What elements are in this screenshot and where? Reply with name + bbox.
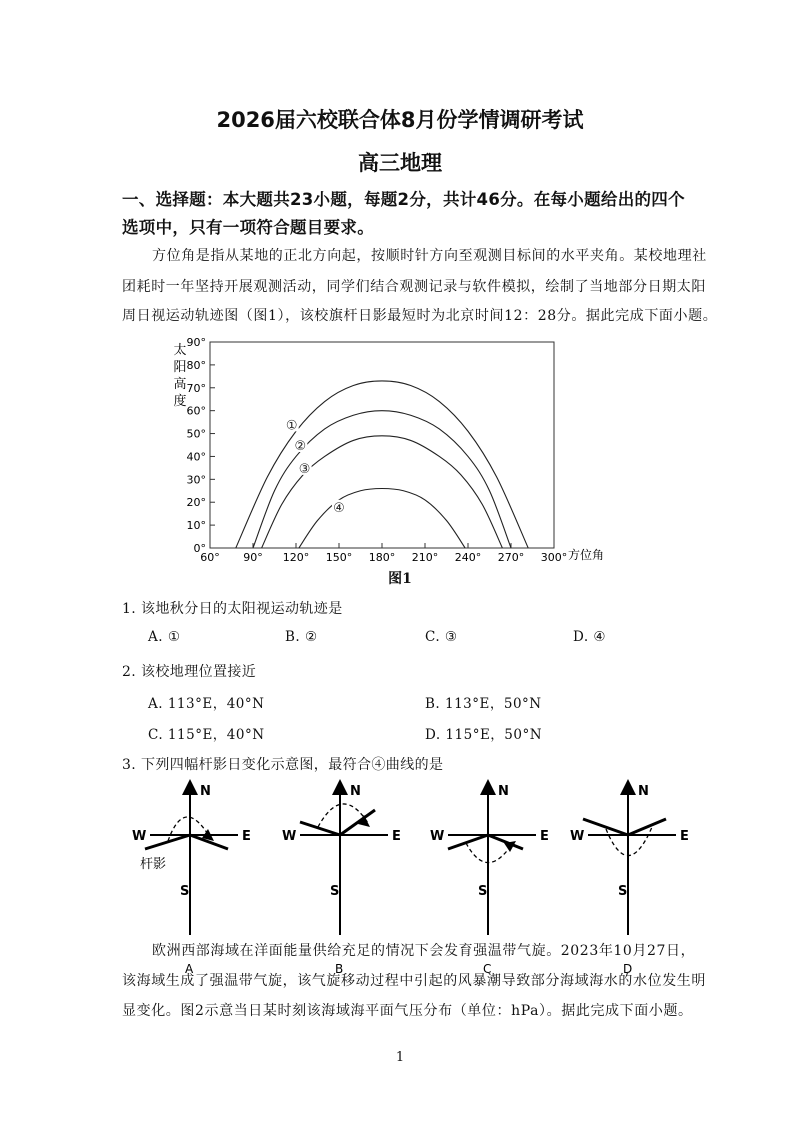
- x-tick-label: 180°: [368, 551, 396, 564]
- y-tick-label: 40°: [186, 450, 206, 464]
- sun-path-curve-4: [299, 488, 465, 548]
- intro-line2: 团耗时一年坚持开展观测活动，同学们结合观测记录与软件模拟，绘制了当地部分日期太阳: [122, 279, 706, 295]
- diagram-a-e: E: [242, 829, 251, 844]
- y-axis-label-char: 阳: [173, 360, 187, 375]
- q2-option-b: B. 113°E，50°N: [425, 696, 542, 712]
- diagram-a-w: W: [132, 829, 147, 844]
- y-tick-label: 70°: [186, 381, 206, 395]
- x-tick-label: 300°: [540, 551, 568, 564]
- diagram-b-letter: B: [335, 962, 344, 976]
- q1-option-a: A. ①: [148, 629, 181, 645]
- diagram-a-n: N: [200, 784, 211, 799]
- diagram-c-n: N: [498, 784, 509, 799]
- diagram-d-e: E: [680, 829, 689, 844]
- intro2-line3: 显变化。图2示意当日某时刻该海域海平面气压分布（单位：hPa）。据此完成下面小题。: [122, 1003, 693, 1019]
- y-tick-label: 10°: [186, 519, 206, 533]
- q1-option-b: B. ②: [285, 629, 318, 645]
- x-tick-label: 150°: [325, 551, 353, 564]
- q1-stem: 1. 该地秋分日的太阳视运动轨迹是: [122, 601, 343, 617]
- diagram-c-letter: C: [483, 962, 492, 976]
- diagram-c-s: S: [478, 884, 488, 899]
- x-tick-label: 60°: [200, 551, 220, 564]
- intro-line3: 周日视运动轨迹图（图1），该校旗杆日影最短时为北京时间12：28分。据此完成下面小题。: [122, 308, 718, 324]
- diagram-d-n: N: [638, 784, 649, 799]
- y-tick-label: 60°: [186, 404, 206, 418]
- y-axis-label-char: 高: [173, 377, 187, 392]
- diagram-d-w: W: [570, 829, 585, 844]
- diagram-d-s: S: [618, 884, 628, 899]
- curve-label-4: ④: [333, 500, 345, 516]
- diagram-b-s: S: [330, 884, 340, 899]
- y-tick-label: 30°: [186, 473, 206, 487]
- q2-option-d: D. 115°E，50°N: [425, 727, 543, 743]
- intro2-line2: 该海域生成了强温带气旋，该气旋移动过程中引起的风暴潮导致部分海域海水的水位发生明: [122, 973, 706, 989]
- y-axis-label-char: 太: [173, 343, 187, 358]
- curve-label-1: ①: [285, 418, 298, 434]
- intro2-line1: 欧洲西部海域在洋面能量供给充足的情况下会发育强温带气旋。2023年10月27日，: [152, 943, 696, 959]
- page-number: 1: [395, 1050, 405, 1065]
- curve-label-2: ②: [294, 439, 307, 454]
- chart-frame: [210, 342, 554, 548]
- x-tick-label: 210°: [411, 551, 439, 564]
- sun-path-chart: [160, 330, 630, 590]
- q1-option-d: D. ④: [573, 629, 607, 645]
- diagram-a-s: S: [180, 884, 190, 899]
- x-tick-label: 240°: [454, 551, 482, 564]
- diagram-a-shadow-label: 杆影: [140, 857, 167, 872]
- diagram-b-w: W: [282, 829, 297, 844]
- diagram-b-e: E: [392, 829, 401, 844]
- q2-stem: 2. 该校地理位置接近: [122, 664, 257, 680]
- q3-stem: 3. 下列四幅杆影日变化示意图，最符合④曲线的是: [122, 757, 444, 773]
- figure-caption: 图1: [388, 571, 412, 587]
- y-tick-label: 80°: [186, 358, 206, 372]
- y-axis-label-char: 度: [173, 394, 187, 409]
- y-tick-label: 90°: [186, 336, 206, 349]
- q2-option-c: C. 115°E，40°N: [148, 727, 265, 743]
- y-axis-label: [173, 342, 186, 409]
- y-tick-label: 20°: [186, 496, 206, 510]
- sun-path-curve-1: [236, 381, 528, 548]
- diagram-b-n: N: [350, 784, 361, 799]
- diagram-d-letter: D: [623, 962, 633, 976]
- x-axis-label: 方位角: [568, 548, 605, 562]
- intro-line1: 方位角是指从某地的正北方向起，按顺时针方向至观测目标间的水平夹角。某校地理社: [152, 248, 707, 264]
- curve-label-3: ③: [298, 461, 311, 477]
- q2-option-a: A. 113°E，40°N: [148, 696, 265, 712]
- diagram-c-e: E: [540, 829, 549, 844]
- diagram-a-letter: A: [185, 962, 194, 976]
- x-tick-label: 270°: [497, 551, 525, 564]
- diagram-c-w: W: [430, 829, 445, 844]
- exam-title: 2026届六校联合体8月份学情调研考试: [216, 108, 584, 132]
- section-heading-line2: 选项中，只有一项符合题目要求。: [122, 218, 374, 237]
- y-tick-label: 0°: [193, 542, 206, 555]
- x-tick-label: 90°: [243, 551, 263, 564]
- y-tick-label: 50°: [186, 427, 206, 441]
- q1-option-c: C. ③: [425, 629, 458, 645]
- section-heading-line1: 一、选择题：本大题共23小题，每题2分，共计46分。在每小题给出的四个: [122, 190, 685, 209]
- x-tick-label: 120°: [282, 551, 310, 564]
- exam-subject: 高三地理: [358, 151, 442, 175]
